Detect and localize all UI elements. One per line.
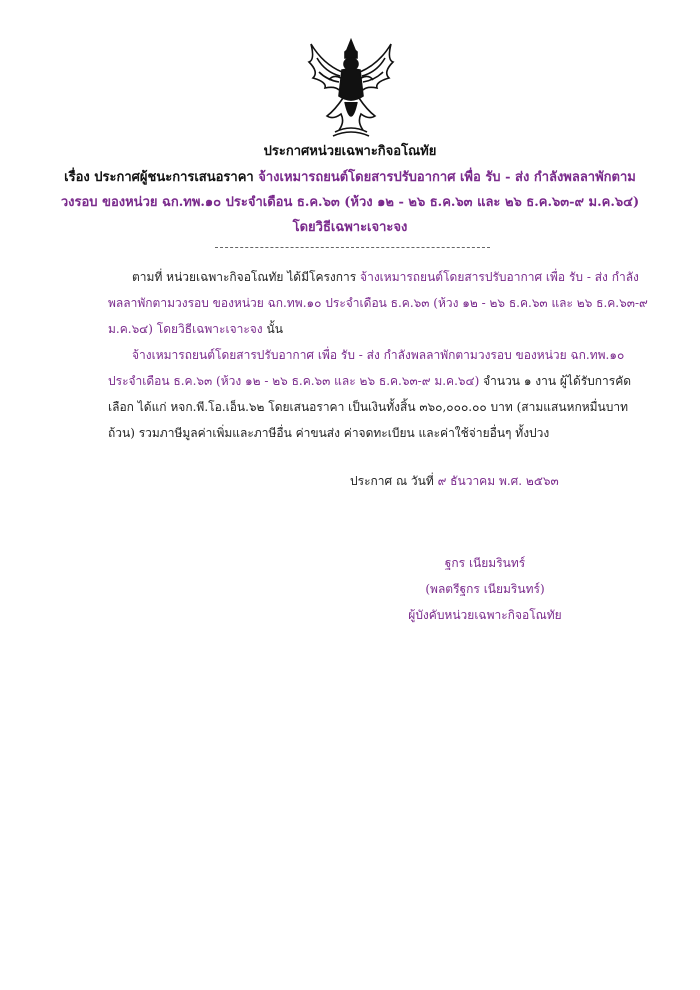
subject-body: จ้างเหมารถยนต์โดยสารปรับอากาศ เพื่อ รับ - ส่ง กำลังพลลาพักตามวงรอบ ของหน่วย ฉก.ทพ.๑๐ ประจำเดือน ธ.ค.๖๓ (ห้วง ๑๒ - ๒๖ ธ.ค.๖๓ และ ๒๖ ธ.ค.๖๓-๙ ม.ค.๖๔) โดยวิธีเฉพาะเจาะจง [60,170,640,235]
subject-prefix: เรื่อง ประกาศผู้ชนะการเสนอราคา [64,170,259,185]
para2-suffix: จำนวน ๑ งาน ผู้ได้รับการคัดเลือก ได้แก่ หจก.พี.โอ.เอ็น.๖๒ โดยเสนอราคา เป็นเงินทั้งสิ้น ๓๖๐,๐๐๐.๐๐ บาท (สามแสนหกหมื่นบาทถ้วน) รวมภาษีมูลค่าเพิ่มและภาษีอื่น ค่าขนส่ง ค่าจดทะเบียน และค่าใช้จ่ายอื่นๆ ทั้งปวง [108,374,632,440]
paragraph-1 [108,264,653,342]
announce-date: ๙ ธันวาคม พ.ศ. ๒๕๖๓ [437,474,559,488]
paragraph-2 [108,342,653,446]
signature-name: ฐกร เนียมรินทร์ [444,556,526,570]
para1-prefix: ตามที่ หน่วยเฉพาะกิจอโณทัย ได้มีโครงการ [132,270,361,284]
garuda-emblem-icon [305,38,397,138]
para1-body: จ้างเหมารถยนต์โดยสารปรับอากาศ เพื่อ รับ - ส่ง กำลังพลลาพักตามวงรอบ ของหน่วย ฉก.ทพ.๑๐ ประจำเดือน ธ.ค.๖๓ (ห้วง ๑๒ - ๒๖ ธ.ค.๖๓ และ ๒๖ ธ.ค.๖๓-๙ ม.ค.๖๔) โดยวิธีเฉพาะเจาะจง [108,270,648,336]
signature-position: ผู้บังคับหน่วยเฉพาะกิจอโณทัย [408,608,562,622]
announce-label: ประกาศ ณ วันที่ [350,474,434,488]
document-title: ประกาศหน่วยเฉพาะกิจอโณทัย [263,144,437,159]
document-subject [60,165,640,240]
para1-suffix: นั้น [262,322,283,336]
signature-fullname: (พลตรีฐกร เนียมรินทร์) [425,582,545,596]
separator-line [215,247,490,248]
para2-body: จ้างเหมารถยนต์โดยสารปรับอากาศ เพื่อ รับ - ส่ง กำลังพลลาพักตามวงรอบ ของหน่วย ฉก.ทพ.๑๐ ประจำเดือน ธ.ค.๖๓ (ห้วง ๑๒ - ๒๖ ธ.ค.๖๓ และ ๒๖ ธ.ค.๖๓-๙ ม.ค.๖๔) [108,348,625,388]
announcement-date-line [350,472,559,491]
